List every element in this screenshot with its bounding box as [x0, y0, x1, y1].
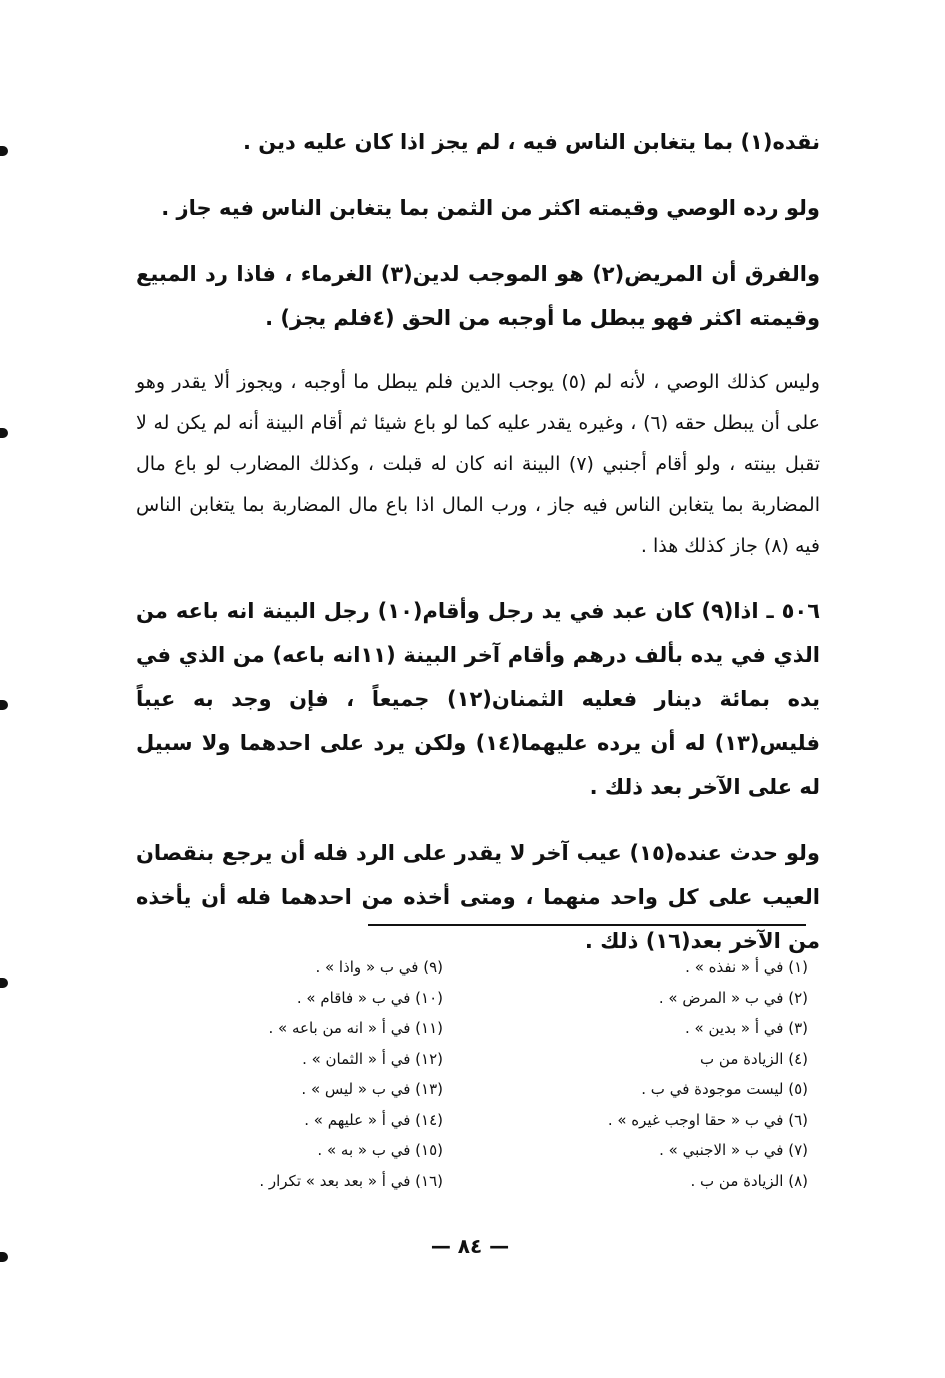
paragraph-6: ولو حدث عنده(١٥) عيب آخر لا يقدر على الرد فله أن يرجع بنقصان العيب على كل واحد منهما ، ومتى أخذه من احدهما فله أن يأخذه من الآخر بعد(١٦) ذلك .	[136, 841, 820, 953]
footnote-7: (٧) في ب « الاجنبي » .	[659, 1141, 808, 1159]
paragraph-4: وليس كذلك الوصي ، لأنه لم (٥) يوجب الدين فلم يبطل ما أوجبه ، ويجوز ألا يقدر وهو على أن يبطل حقه (٦) ، وغيره يقدر عليه كما لو باع شيئا ثم أقام البينة أنه لم يكن له لا تقبل بينته ، ولو أقام أجنبي (٧) البينة انه كان له قبلت ، وكذلك المضارب لو باع مال المضاربة بما يتغابن الناس فيه جاز ، ورب المال اذا باع مال المضاربة بما يتغابن الناس فيه (٨) جاز كذلك هذا .	[136, 371, 820, 557]
footnote-9: (٩) في ب « واذا » .	[315, 958, 443, 976]
footnote-16: (١٦) في أ « بعد بعد » تكرار .	[259, 1171, 443, 1190]
footnote-divider	[368, 924, 806, 926]
main-text	[136, 120, 820, 985]
footnote-11: (١١) في أ « انه من باعه » .	[268, 1019, 443, 1037]
scan-edge-mark	[0, 700, 8, 710]
page-number: — ٨٤ —	[430, 1234, 510, 1258]
footnote-14: (١٤) في أ « عليهم » .	[304, 1110, 443, 1129]
footnote-10: (١٠) في ب « فاقام » .	[296, 988, 443, 1007]
scan-edge-mark	[0, 978, 8, 988]
paragraph-5: ٥٠٦ ـ اذا(٩) كان عبد في يد رجل وأقام(١٠) رجل البينة انه باعه من الذي في يده بألف درهم وأقام آخر البينة (١١انه باعه) من الذي في يده بمائة دينار فعليه الثمنان(١٢) جميعاً ، فإن وجد به عيباً فليس(١٣) له أن يرده عليهما(١٤) ولكن يرد على احدهما ولا سبيل له على الآخر بعد ذلك .	[136, 599, 821, 799]
paragraph-3: والفرق أن المريض(٢) هو الموجب لدين(٣) الغرماء ، فاذا رد المبيع وقيمته اكثر فهو يبطل ما أوجبه من الحق (٤فلم يجز) .	[136, 262, 820, 330]
footnote-6: (٦) في ب « حقا اوجب غيره » .	[607, 1110, 808, 1129]
scan-edge-mark	[0, 428, 8, 438]
footnote-15: (١٥) في ب « به » .	[317, 1141, 443, 1159]
footnotes-left-column	[150, 952, 443, 1196]
paragraph-1: نقده(١) بما يتغابن الناس فيه ، لم يجز اذا كان عليه دين .	[242, 130, 820, 154]
footnote-1: (١) في أ « نفذه » .	[685, 958, 808, 976]
footnote-3: (٣) في أ « بدين » .	[685, 1019, 808, 1037]
footnote-5: (٥) ليست موجودة في ب .	[641, 1080, 808, 1098]
paragraph-2: ولو رده الوصي وقيمته اكثر من الثمن بما يتغابن الناس فيه جاز .	[161, 196, 820, 220]
scan-edge-mark	[0, 1252, 8, 1262]
footnotes-right-column	[560, 952, 808, 1196]
footnote-12: (١٢) في أ « الثمان » .	[302, 1049, 443, 1068]
footnote-2: (٢) في ب « المرض » .	[658, 988, 808, 1007]
footnote-13: (١٣) في ب « ليس » .	[301, 1080, 443, 1098]
scan-edge-mark	[0, 146, 8, 156]
footnote-8: (٨) الزيادة من ب .	[690, 1171, 808, 1190]
footnote-4: (٤) الزيادة من ب	[700, 1049, 808, 1068]
